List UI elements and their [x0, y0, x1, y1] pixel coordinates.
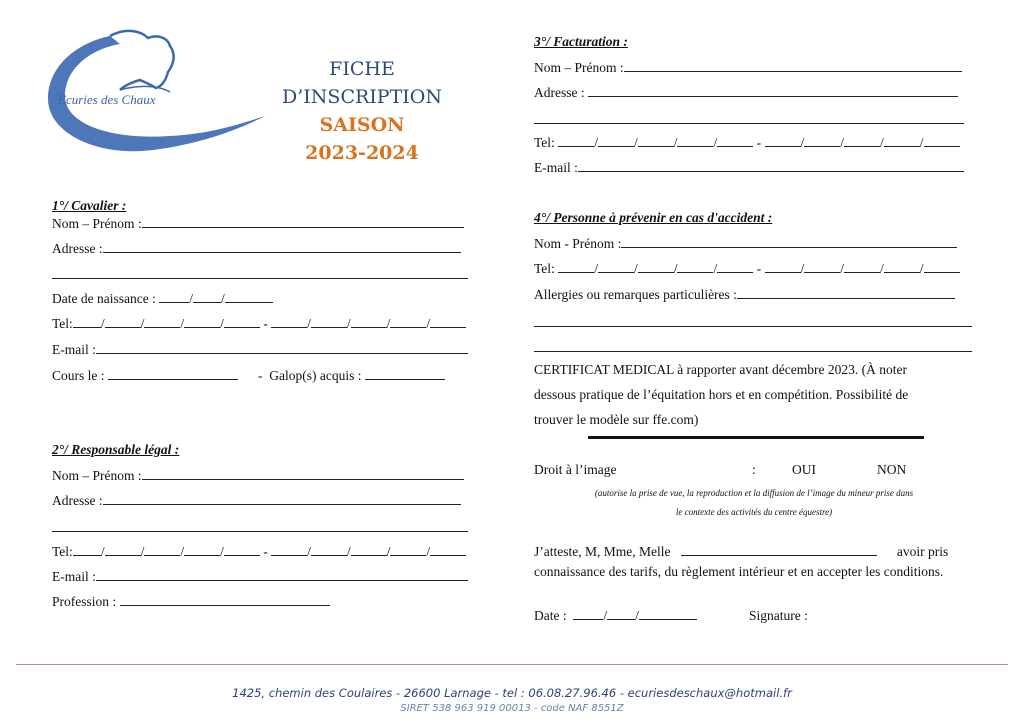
responsable-heading: 2°/ Responsable légal :: [52, 442, 180, 457]
certificat-line3: trouver le modèle sur ffe.com): [534, 412, 699, 427]
facturation-heading: 3°/ Facturation :: [534, 34, 628, 49]
facturation-nom-label: Nom – Prénom :: [534, 60, 624, 75]
droit-label: Droit à l’image: [534, 462, 617, 477]
date-label: Date :: [534, 608, 567, 623]
accident-nom-label: Nom - Prénom :: [534, 236, 622, 251]
cavalier-nom-label: Nom – Prénom :: [52, 216, 142, 231]
cavalier-naissance-label: Date de naissance :: [52, 291, 156, 306]
footer-divider: [16, 664, 1008, 665]
separator: [588, 436, 924, 439]
cavalier-galop-field[interactable]: - Galop(s) acquis :: [258, 368, 445, 384]
droit-note-line1: (autorise la prise de vue, la reproduction et la diffusion de l’image du mineur prise dans: [594, 488, 914, 498]
accident-allergies-field[interactable]: [534, 287, 955, 303]
date-field[interactable]: Date : / /: [534, 608, 697, 624]
certificat-line1: CERTIFICAT MEDICAL à rapporter avant décembre 2023. (À noter: [534, 362, 907, 377]
responsable-tel-label: Tel:: [52, 544, 73, 559]
facturation-adresse-field[interactable]: [534, 85, 958, 101]
facturation-email-field[interactable]: [534, 160, 964, 176]
footer-siret: SIRET 538 963 919 00013 - code NAF 8551Z: [400, 703, 624, 714]
droit-non-option[interactable]: NON: [877, 462, 907, 477]
certificat-line2: dessous pratique de l’équitation hors et en compétition. Possibilité de: [534, 387, 909, 402]
atteste-label-end: avoir pris: [896, 544, 949, 559]
cavalier-adresse-line2[interactable]: [52, 278, 468, 279]
responsable-profession-label: Profession :: [52, 594, 117, 609]
signature-field[interactable]: Signature :: [749, 608, 808, 623]
cavalier-cours-label: Cours le :: [52, 368, 105, 383]
facturation-nom-field[interactable]: [534, 60, 962, 76]
cavalier-adresse-label: Adresse :: [52, 241, 103, 256]
responsable-nom-label: Nom – Prénom :: [52, 468, 142, 483]
responsable-tel-field[interactable]: Tel: / / / / - / / / /: [52, 544, 466, 560]
accident-tel-field[interactable]: Tel: / / / / - / / / /: [534, 261, 960, 277]
responsable-email-label: E-mail :: [52, 569, 96, 584]
facturation-adresse-line2[interactable]: [534, 123, 964, 124]
atteste-label: J’atteste, M, Mme, Melle: [534, 544, 671, 559]
accident-allergies-line3[interactable]: [534, 351, 972, 352]
accident-allergies-label: Allergies ou remarques particulières :: [534, 287, 737, 302]
droit-colon: :: [752, 462, 756, 477]
responsable-profession-field[interactable]: [52, 594, 330, 610]
droit-oui-option[interactable]: OUI: [792, 462, 816, 477]
logo-text: Ecuries des Chaux: [58, 92, 156, 107]
accident-tel-label: Tel:: [534, 261, 555, 276]
cavalier-email-label: E-mail :: [52, 342, 96, 357]
accident-heading: 4°/ Personne à prévenir en cas d'accident :: [534, 210, 773, 225]
title-saison: SAISON: [319, 114, 405, 136]
title-line1: FICHE: [329, 58, 395, 80]
cavalier-email-field[interactable]: [52, 342, 468, 358]
responsable-adresse-line2[interactable]: [52, 531, 468, 532]
facturation-email-label: E-mail :: [534, 160, 578, 175]
accident-allergies-line2[interactable]: [534, 326, 972, 327]
facturation-tel-field[interactable]: Tel: / / / / - / / / /: [534, 135, 960, 151]
facturation-tel-label: Tel:: [534, 135, 555, 150]
title-line2: D’INSCRIPTION: [282, 86, 442, 108]
cavalier-adresse-field[interactable]: [52, 241, 461, 257]
droit-note-line2: le contexte des activités du centre équestre): [675, 507, 833, 517]
cavalier-tel-label: Tel:: [52, 316, 73, 331]
responsable-nom-field[interactable]: [52, 468, 464, 484]
accident-nom-field[interactable]: [534, 236, 957, 252]
footer-address: 1425, chemin des Coulaires - 26600 Larnage - tel : 06.08.27.96.46 - ecuriesdeschaux@hotmail.fr: [232, 686, 792, 700]
atteste-line1[interactable]: [534, 544, 948, 560]
cavalier-galop-label: Galop(s) acquis :: [269, 368, 362, 383]
cavalier-nom-field[interactable]: [52, 216, 464, 232]
atteste-line2: connaissance des tarifs, du règlement intérieur et en accepter les conditions.: [534, 564, 944, 579]
responsable-adresse-label: Adresse :: [52, 493, 103, 508]
responsable-email-field[interactable]: [52, 569, 468, 585]
title-year: 2023-2024: [305, 142, 419, 164]
responsable-adresse-field[interactable]: [52, 493, 461, 509]
cavalier-heading: 1°/ Cavalier :: [52, 198, 127, 213]
cavalier-tel-field[interactable]: Tel: / / / / - / / / /: [52, 316, 466, 332]
facturation-adresse-label: Adresse :: [534, 85, 585, 100]
cavalier-cours-field[interactable]: [52, 368, 238, 384]
cavalier-naissance-field[interactable]: Date de naissance : / /: [52, 291, 273, 307]
